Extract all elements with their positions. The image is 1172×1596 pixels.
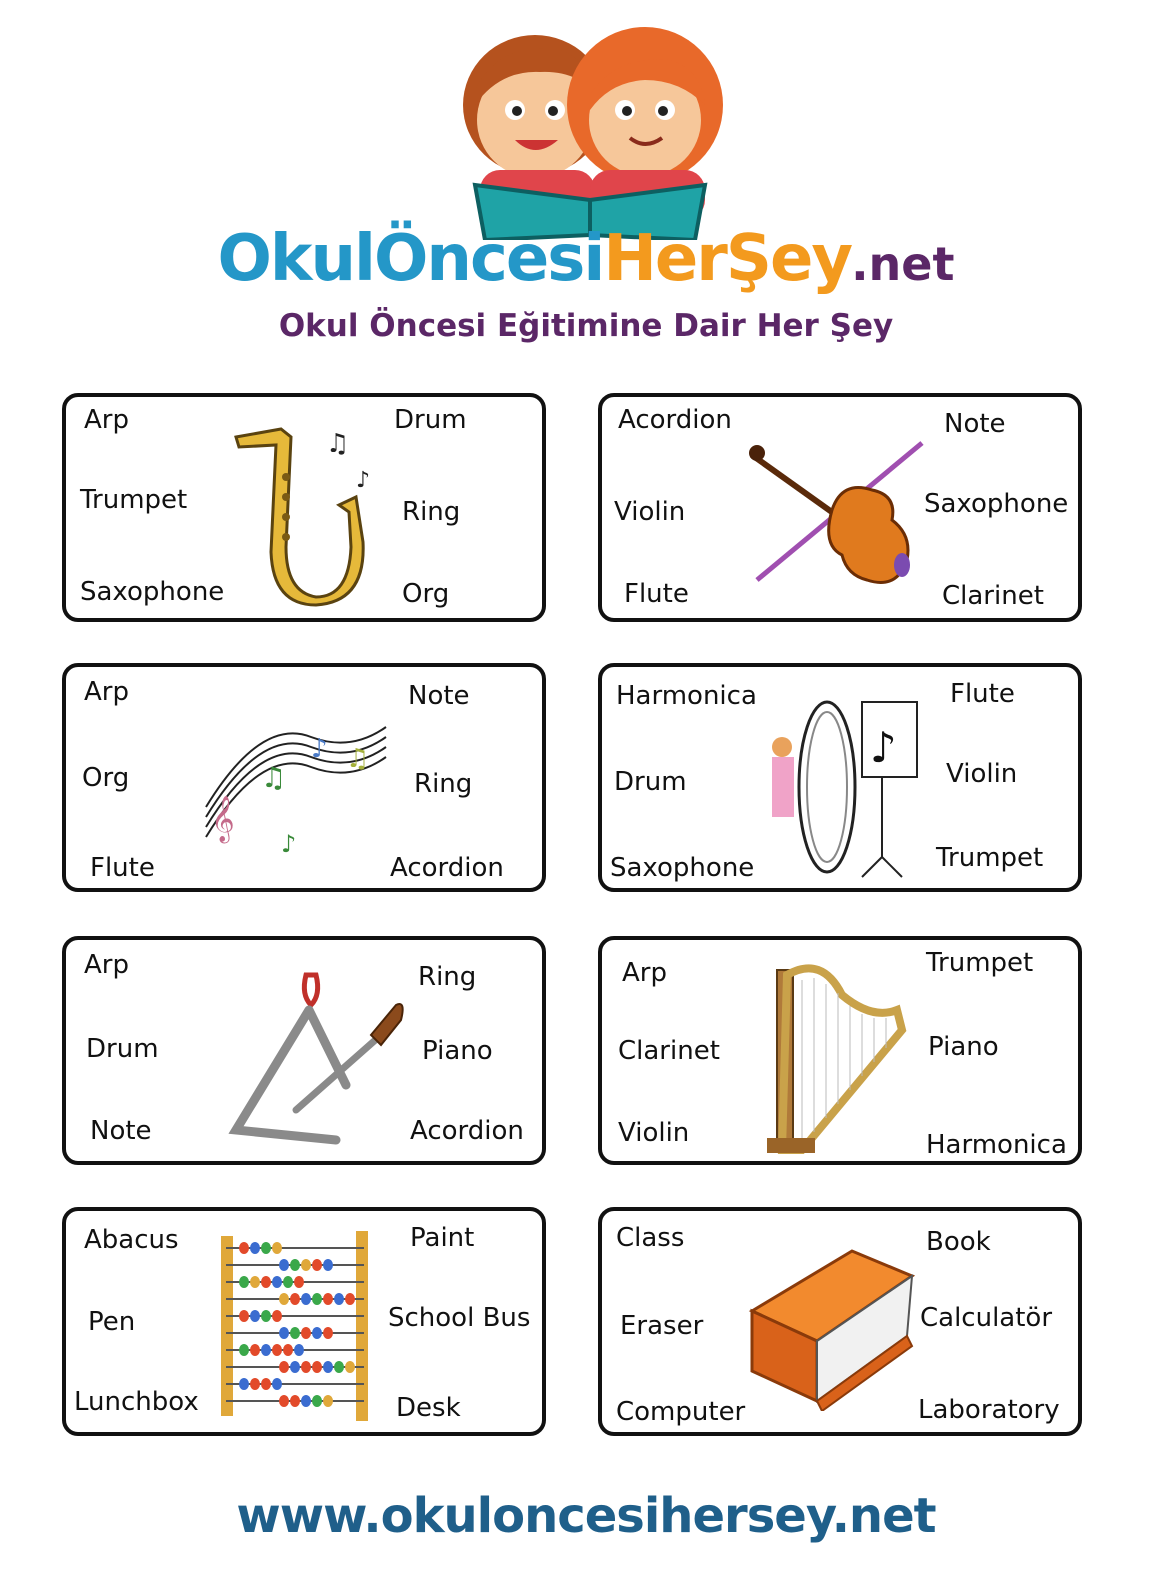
word-option[interactable]: Desk [396,1393,461,1423]
word-option[interactable]: Paint [410,1223,475,1253]
word-card-drum [598,663,1082,892]
word-option[interactable]: Piano [422,1036,493,1066]
word-option[interactable]: Arp [84,677,129,707]
word-option[interactable]: Violin [618,1118,690,1148]
word-option[interactable]: Flute [90,853,155,883]
word-card-abacus [62,1207,546,1436]
word-option[interactable]: Ring [402,497,461,527]
svg-text:𝄞: 𝄞 [211,796,235,842]
drum-player-icon [752,697,932,882]
abacus-icon [216,1226,376,1426]
word-option[interactable]: Abacus [84,1225,179,1255]
word-option[interactable]: Note [408,681,470,711]
svg-text:♪: ♪ [281,830,297,857]
music-notes-icon [201,697,391,857]
word-option[interactable]: Arp [84,405,129,435]
svg-text:♪: ♪ [311,734,328,764]
svg-text:♪: ♪ [870,723,897,772]
word-option[interactable]: Saxophone [80,577,225,607]
word-option[interactable]: Arp [622,958,667,988]
violin-icon [747,435,927,595]
word-option[interactable]: Trumpet [926,948,1034,978]
word-option[interactable]: Flute [950,679,1015,709]
word-option[interactable]: Calculatör [920,1303,1053,1333]
svg-text:♪: ♪ [356,468,371,493]
word-option[interactable]: School Bus [388,1303,531,1333]
word-option[interactable]: Laboratory [918,1395,1060,1425]
book-icon [747,1241,922,1411]
word-option[interactable]: Violin [946,759,1018,789]
word-option[interactable]: Acordion [618,405,732,435]
word-option[interactable]: Piano [928,1032,999,1062]
word-option[interactable]: Ring [418,962,477,992]
word-option[interactable]: Note [944,409,1006,439]
word-option[interactable]: Computer [616,1397,746,1427]
word-option[interactable]: Flute [624,579,689,609]
svg-text:♫: ♫ [326,429,350,459]
word-card-notes [62,663,546,892]
site-logo [0,0,1172,370]
word-option[interactable]: Org [402,579,450,609]
word-option[interactable]: Eraser [620,1311,704,1341]
word-option[interactable]: Org [82,763,130,793]
word-card-triangle [62,936,546,1165]
word-option[interactable]: Acordion [390,853,504,883]
word-option[interactable]: Book [926,1227,991,1257]
word-card-violin [598,393,1082,622]
harp-icon [762,960,912,1160]
word-card-book [598,1207,1082,1436]
word-option[interactable]: Clarinet [618,1036,720,1066]
word-option[interactable]: Harmonica [616,681,757,711]
word-option[interactable]: Saxophone [610,853,755,883]
word-option[interactable]: Trumpet [80,485,188,515]
saxophone-icon [231,417,381,607]
word-option[interactable]: Acordion [410,1116,524,1146]
word-option[interactable]: Class [616,1223,685,1253]
word-option[interactable]: Drum [614,767,687,797]
triangle-icon [221,965,411,1155]
word-option[interactable]: Trumpet [936,843,1044,873]
tagline: Okul Öncesi Eğitimine Dair Her Şey [278,308,894,344]
word-option[interactable]: Saxophone [924,489,1069,519]
word-option[interactable]: Violin [614,497,686,527]
word-card-saxophone [62,393,546,622]
brand-wordmark [0,222,1172,296]
reading-kids-icon [440,10,740,240]
word-option[interactable]: Ring [414,769,473,799]
brand-part-3: .net [851,237,955,291]
word-option[interactable]: Drum [86,1034,159,1064]
footer-url[interactable]: www.okuloncesihersey.net [236,1488,936,1544]
brand-part-2: HerŞey [603,222,852,296]
word-option[interactable]: Note [90,1116,152,1146]
word-option[interactable]: Lunchbox [74,1387,199,1417]
brand-part-1: OkulÖncesi [217,222,604,296]
svg-text:♫: ♫ [346,744,370,774]
word-option[interactable]: Harmonica [926,1130,1067,1160]
word-option[interactable]: Arp [84,950,129,980]
word-option[interactable]: Drum [394,405,467,435]
word-option[interactable]: Pen [88,1307,136,1337]
svg-text:♫: ♫ [261,761,287,794]
word-card-harp [598,936,1082,1165]
word-option[interactable]: Clarinet [942,581,1044,611]
